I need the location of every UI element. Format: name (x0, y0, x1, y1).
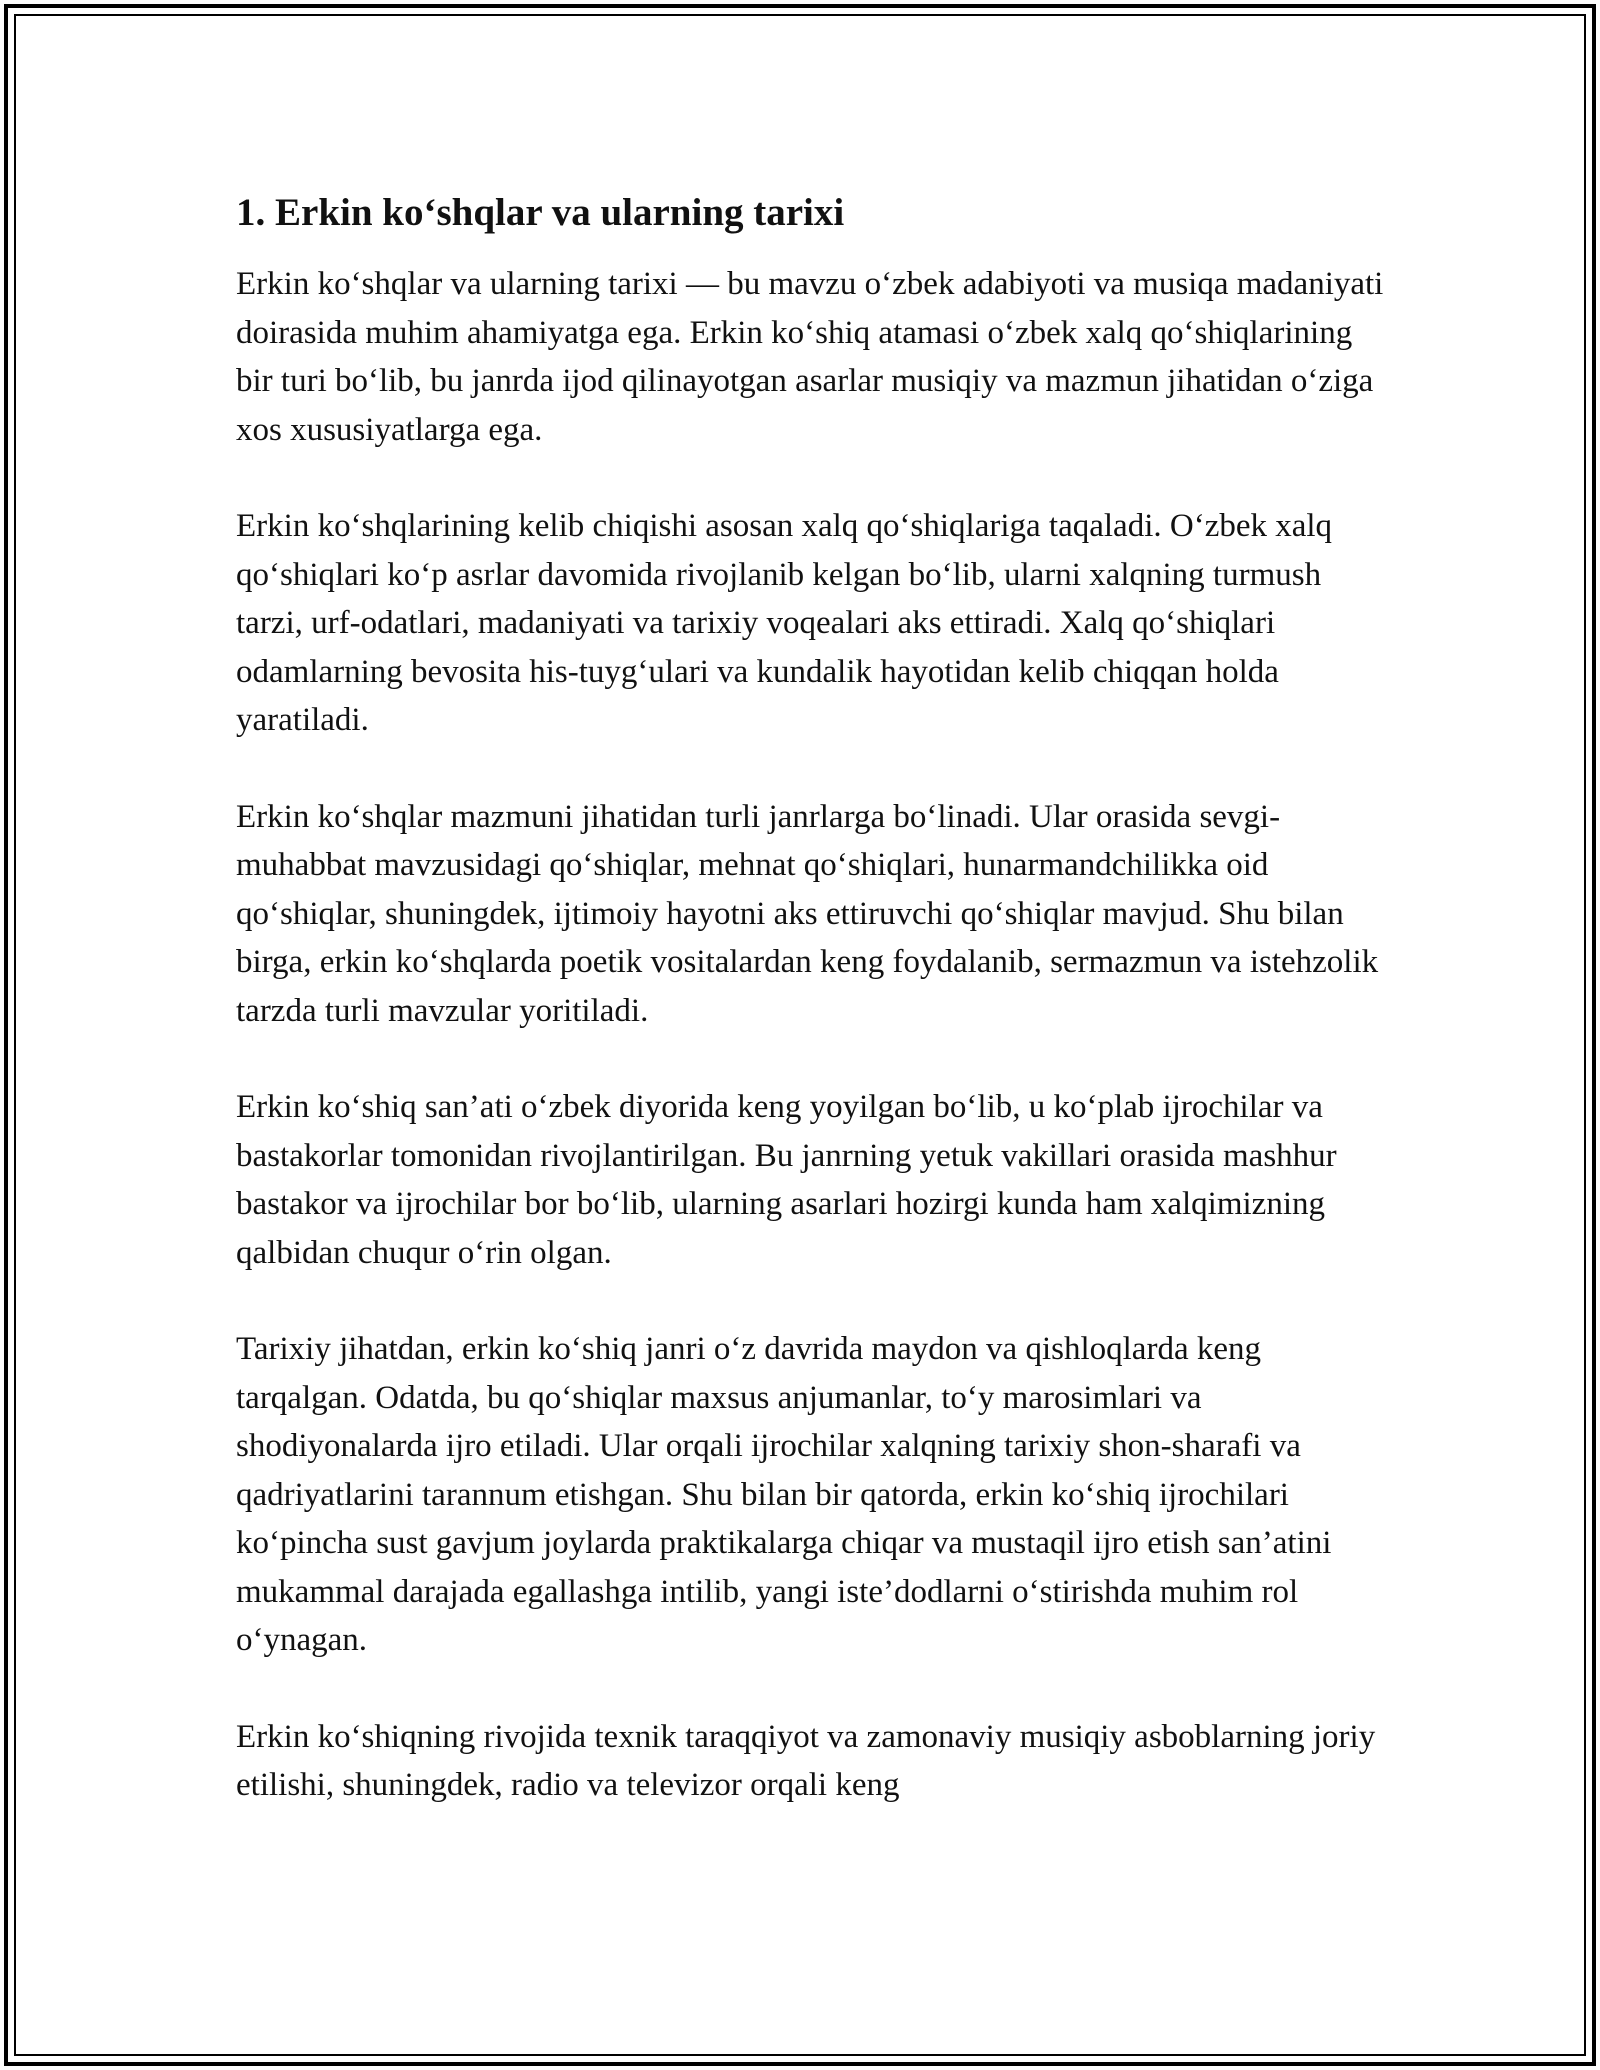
paragraph-3: Erkin ko‘shqlar mazmuni jihatidan turli janrlarga bo‘linadi. Ular orasida sevgi-muhabbat mavzusidagi qo‘shiqlar, mehnat qo‘shiqlari, hunarmandchilikka oid qo‘shiqlar, shuningdek, ijtimoiy hayotni aks ettiruvchi qo‘shiqlar mavjud. Shu bilan birga, erkin ko‘shqlarda poetik vositalardan keng foydalanib, sermazmun va istehzolik tarzda turli mavzular yoritiladi. (236, 798, 1379, 1029)
paragraph-6: Erkin ko‘shiqning rivojida texnik taraqqiyot va zamonaviy musiqiy asboblarning joriy etilishi, shuningdek, radio va televizor orqali keng (236, 1718, 1376, 1803)
paragraph-1: Erkin ko‘shqlar va ularning tarixi — bu mavzu o‘zbek adabiyoti va musiqa madaniyati doirasida muhim ahamiyatga ega. Erkin ko‘shiq atamasi o‘zbek xalq qo‘shiqlarining bir turi bo‘lib, bu janrda ijod qilinayotgan asarlar musiqiy va mazmun jihatidan o‘ziga xos xususiyatlarga ega. (236, 266, 1384, 448)
paragraph-2: Erkin ko‘shqlarining kelib chiqishi asosan xalq qo‘shiqlariga taqaladi. O‘zbek xalq qo‘shiqlari ko‘p asrlar davomida rivojlanib kelgan bo‘lib, ularni xalqning turmush tarzi, urf-odatlari, madaniyati va tarixiy voqealari aks ettiradi. Xalq qo‘shiqlari odamlarning bevosita his-tuyg‘ulari va kundalik hayotidan kelib chiqqan holda yaratiladi. (236, 508, 1333, 738)
paragraph-5: Tarixiy jihatdan, erkin ko‘shiq janri o‘z davrida maydon va qishloqlarda keng tarqalgan. Odatda, bu qo‘shiqlar maxsus anjumanlar, to‘y marosimlari va shodiyonalarda ijro etiladi. Ular orqali ijrochilar xalqning tarixiy shon-sharafi va qadriyatlarini tarannum etishgan. Shu bilan bir qatorda, erkin ko‘shiq ijrochilari ko‘pincha sust gavjum joylarda praktikalarga chiqar va mustaqil ijro etish san’atini mukammal darajada egallashga intilib, yangi iste’dodlarni o‘stirishda muhim rol o‘ynagan. (236, 1331, 1332, 1658)
paragraph-4: Erkin ko‘shiq san’ati o‘zbek diyorida keng yoyilgan bo‘lib, u ko‘plab ijrochilar va bastakorlar tomonidan rivojlantirilgan. Bu janrning yetuk vakillari orasida mashhur bastakor va ijrochilar bor bo‘lib, ularning asarlari hozirgi kunda ham xalqimizning qalbidan chuqur o‘rin olgan. (236, 1089, 1337, 1271)
section-heading: 1. Erkin ko‘shqlar va ularning tarixi (236, 191, 845, 234)
document-page (236, 188, 1386, 1858)
